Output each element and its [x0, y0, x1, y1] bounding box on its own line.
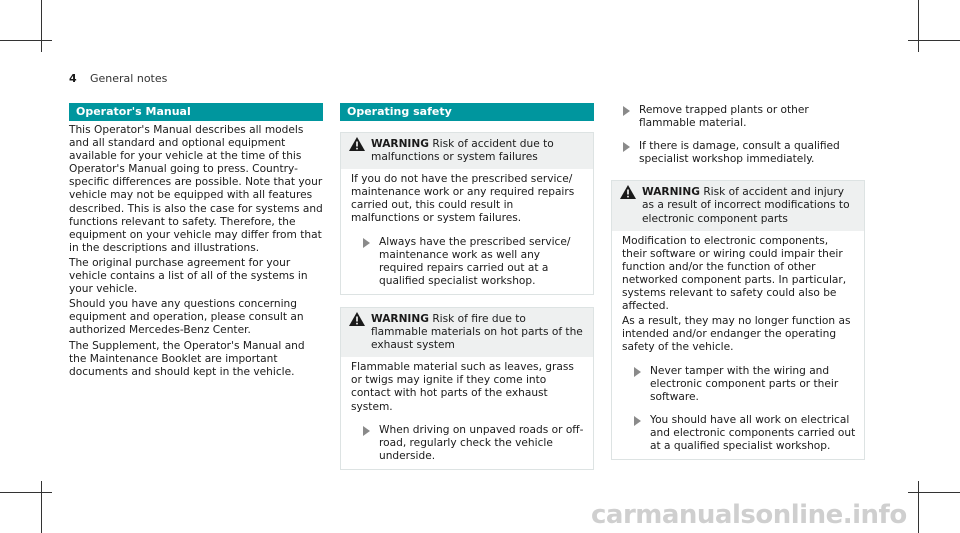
- list-item-text: Remove trapped plants or other flammable material.: [639, 104, 809, 130]
- list-item-text: You should have all work on electrical and electronic components carried out at a qualified specialist workshop.: [650, 413, 856, 452]
- warning-icon: [620, 185, 636, 199]
- arrow-bullet-icon: [634, 416, 641, 426]
- list-item: [351, 424, 585, 463]
- arrow-bullet-icon: [623, 142, 630, 152]
- list-item-text: If there is damage, consult a qualified specialist workshop immediately.: [639, 140, 840, 166]
- section-heading: Operating safety: [340, 103, 594, 121]
- warning-icon: [349, 137, 365, 151]
- arrow-bullet-icon: [363, 238, 370, 248]
- list-item: [611, 104, 865, 130]
- warning-body-text: If you do not have the prescribed service/ maintenance work or any required repairs carried out, this could result in malfunctions or system failures.: [351, 173, 575, 225]
- watermark: carmanualsonline.info: [591, 500, 907, 530]
- warning-label: WARNING: [371, 138, 429, 150]
- warning-text: Risk of fire due to flammable materials on hot parts of the exhaust system: [371, 312, 583, 352]
- warning-header: [612, 181, 864, 230]
- list-item-text: When driving on unpaved roads or off-road, regularly check the vehicle underside.: [379, 423, 584, 462]
- list-item: [351, 236, 585, 288]
- crop-mark: [41, 0, 42, 52]
- list-item: [611, 140, 865, 166]
- warning-body-text: Modification to electronic components, their software or wiring could impair their function and/or the function of other networked component parts. In particular, systems relevant to safety could also be affected.: [622, 234, 847, 313]
- list-item: [622, 365, 856, 404]
- list-item-text: Always have the prescribed service/ maintenance work as well any required repairs carried out at a qualified specialist workshop.: [379, 235, 571, 287]
- crop-mark: [0, 492, 52, 493]
- crop-mark: [918, 481, 919, 533]
- paragraph: This Operator's Manual describes all models and all standard and optional equipment available for your vehicle at the time of this Operator's Manual going to press. Country-specific differences are possible. Note that your vehicle may not be equipped with all features described. This is also the case for systems and functions relevant to safety. Therefore, the equipment on your vehicle may differ from that in the descriptions and illustrations.: [69, 124, 323, 254]
- warning-box: [611, 180, 865, 460]
- crop-mark: [908, 492, 960, 493]
- crop-mark: [908, 40, 960, 41]
- warning-text: Risk of accident and injury as a result of incorrect modifications to electronic component parts: [642, 186, 850, 225]
- column-continued: [611, 100, 865, 460]
- crop-mark: [41, 481, 42, 533]
- column-operating-safety: [340, 103, 594, 470]
- warning-body: [612, 231, 864, 459]
- warning-text: Risk of accident due to malfunctions or system failures: [371, 138, 554, 164]
- paragraph: The Supplement, the Operator's Manual and the Maintenance Booklet are important documents and should kept in the vehicle.: [69, 339, 305, 378]
- warning-header: [341, 133, 593, 169]
- page-header-title: General notes: [90, 72, 168, 85]
- warning-body: [341, 357, 593, 469]
- warning-label: WARNING: [371, 312, 429, 325]
- column-operators-manual: [69, 103, 323, 381]
- warning-body-text: Flammable material such as leaves, grass or twigs may ignite if they come into contact with hot parts of the exhaust system.: [351, 361, 574, 413]
- section-heading: Operator's Manual: [69, 103, 323, 121]
- warning-header: [341, 308, 593, 357]
- arrow-bullet-icon: [623, 106, 630, 116]
- warning-body: [341, 169, 593, 294]
- paragraph: Should you have any questions concerning equipment and operation, please consult an authorized Mercedes-Benz Center.: [69, 298, 304, 337]
- warning-label: WARNING: [642, 186, 700, 199]
- crop-mark: [918, 0, 919, 52]
- warning-icon: [349, 312, 365, 326]
- arrow-bullet-icon: [634, 367, 641, 377]
- page-number: 4: [69, 72, 77, 85]
- list-item-text: Never tamper with the wiring and electronic component parts or their software.: [650, 364, 839, 403]
- paragraph: The original purchase agreement for your vehicle contains a list of all of the systems in your vehicle.: [69, 256, 308, 296]
- warning-box: [340, 307, 594, 470]
- list-item: [622, 414, 856, 453]
- crop-mark: [0, 40, 52, 41]
- arrow-bullet-icon: [363, 426, 370, 436]
- warning-body-text: As a result, they may no longer function as intended and/or endanger the operating safety of the vehicle.: [622, 315, 851, 354]
- warning-box: [340, 132, 594, 295]
